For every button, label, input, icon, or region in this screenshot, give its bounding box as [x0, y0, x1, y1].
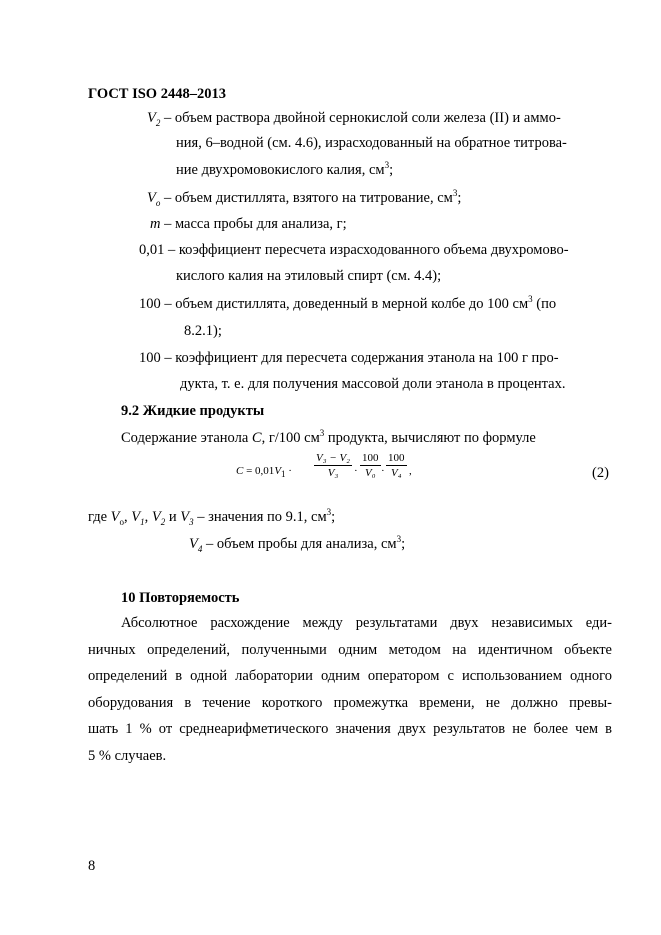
section-10-line-2: ничных определений, полученными одним методом на идентичном объекте	[88, 642, 612, 658]
section-10-line-3: определений в одной лаборатории одним оператором с использованием одного	[88, 668, 612, 684]
section-10-line-6: 5 % случаев.	[88, 748, 167, 764]
definition-100-coef: 100 – коэффициент для пересчета содержания этанола на 100 г про-	[139, 350, 559, 366]
formula-equals: = 0,01	[246, 465, 275, 477]
definition-001-cont: кислого калия на этиловый спирт (см. 4.4);	[176, 268, 442, 284]
definition-100-coef-cont: дукта, т. е. для получения массовой доли этанола в процентах.	[180, 376, 566, 392]
definition-m: m – масса пробы для анализа, г;	[150, 216, 347, 232]
definition-vo: $V_о$ – объем дистиллята, взятого на титрование, $см^3$;	[147, 188, 462, 208]
formula-fraction-2: $\frac{100}{\text{V₀}}$	[362, 452, 379, 479]
definition-v2-cont-2: ние двухромовокислого калия, $см^3$;	[176, 160, 394, 178]
formula-fraction-1: $\frac{\text{V₃ − V₂}}{\text{V₃}}$	[316, 452, 351, 479]
definition-v4: $V_4$ – объем пробы для анализа, $см^3$;	[189, 534, 406, 554]
formula-lhs: C	[236, 465, 244, 477]
definition-100-volume-cont: 8.2.1);	[184, 323, 222, 339]
formula-fraction-3: $\frac{100}{\text{V₄}}$	[388, 452, 405, 479]
page-number: 8	[88, 858, 96, 874]
where-line: где $V_о$, $V_1$, $V_2$ и $V_3$ – значения по 9.1, $см^3$;	[88, 507, 336, 527]
section-9-2-heading: 9.2 Жидкие продукты	[121, 403, 265, 419]
formula-number: (2)	[592, 465, 609, 481]
section-10-line-1: Абсолютное расхождение между результатами двух независимых еди-	[121, 615, 612, 631]
document-header: ГОСТ ISO 2448–2013	[88, 86, 226, 102]
section-10-line-4: оборудования в течение короткого промежутка времени, не должно превы-	[88, 695, 612, 711]
definition-100-volume: 100 – объем дистиллята, доведенный в мерной колбе до 100 $см^3$ (по	[139, 294, 557, 312]
definition-v2: $V_2$ – объем раствора двойной сернокислой соли железа (II) и аммо-	[147, 110, 561, 128]
definition-001: 0,01 – коэффициент пересчета израсходованного объема двухромово-	[139, 242, 569, 258]
formula-2: $C = 0,01V_1$ · $\frac{\text{V₃ − V₂}}{\text{V₃}}$ · $\frac{100}{\text{V₀}}$ · $\frac{100}{\text{V₄}}$ ,	[236, 452, 412, 480]
definition-v2-cont-1: ния, 6–водной (см. 4.6), израсходованный на обратное титрова-	[176, 135, 567, 151]
formula-v1: V	[274, 465, 282, 477]
section-10-line-5: шать 1 % от среднеарифметического значения двух результатов не более чем в	[88, 721, 612, 737]
section-10-heading: 10 Повторяемость	[121, 590, 240, 606]
section-9-2-intro: Содержание этанола C, г/100 $см^3$ продукта, вычисляют по формуле	[121, 428, 536, 446]
